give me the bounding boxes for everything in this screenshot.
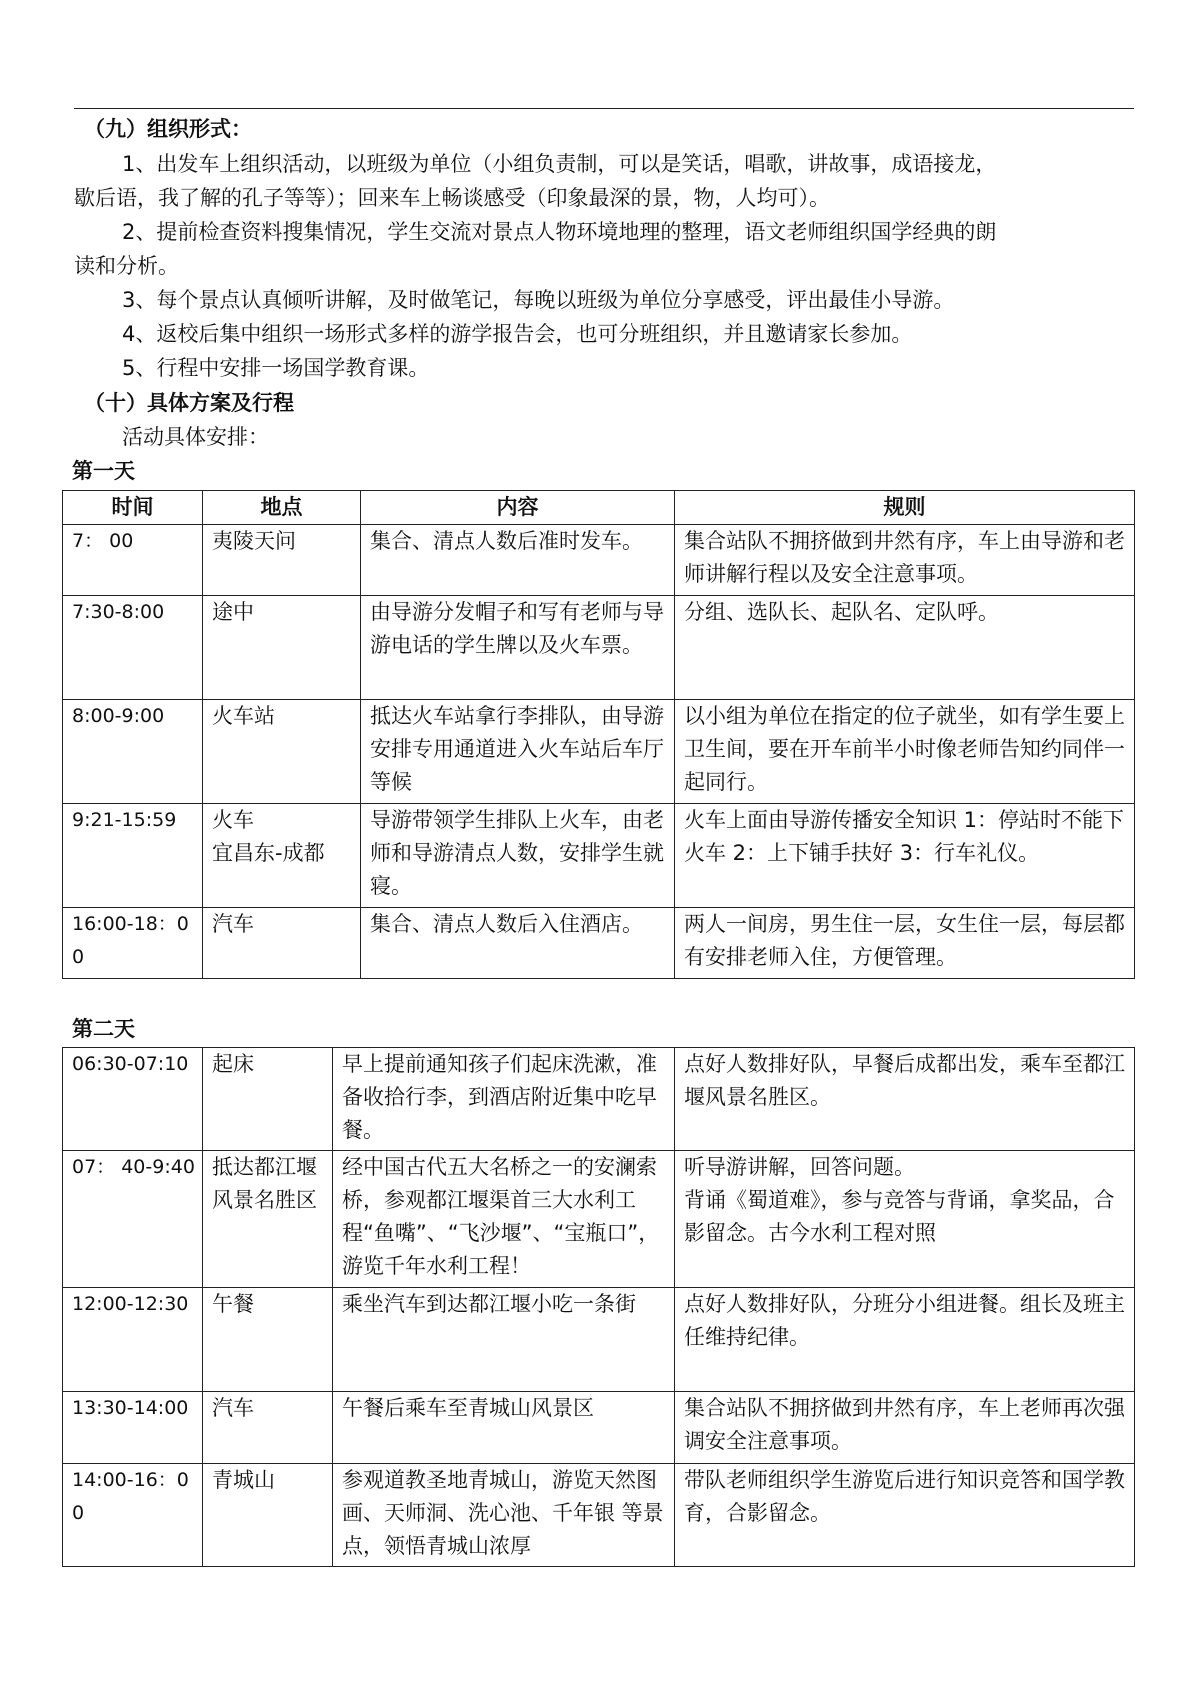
cell-time: 7:30-8:00 <box>63 596 203 700</box>
cell-place: 火车站 <box>203 700 361 804</box>
table-row <box>63 525 1135 596</box>
cell-time: 7： 00 <box>63 525 203 596</box>
cell-content: 参观道教圣地青城山，游览天然图画、天师洞、洗心池、千年银 等景点，领悟青城山浓厚 <box>333 1464 675 1567</box>
cell-rule: 火车上面由导游传播安全知识 1：停站时不能下火车 2：上下铺手扶好 3：行车礼仪。 <box>675 804 1135 908</box>
table-row <box>63 596 1135 700</box>
cell-time: 06:30-07:10 <box>63 1048 203 1151</box>
table-row <box>63 804 1135 908</box>
day1-title: 第一天 <box>72 459 135 483</box>
header-place: 地点 <box>203 491 361 525</box>
cell-time: 9:21-15:59 <box>63 804 203 908</box>
table-row <box>63 1464 1135 1567</box>
cell-place: 青城山 <box>203 1464 333 1567</box>
cell-time: 13:30-14:00 <box>63 1392 203 1464</box>
table-row <box>63 1048 1135 1151</box>
cell-content: 导游带领学生排队上火车，由老师和导游清点人数，安排学生就寝。 <box>361 804 675 908</box>
section9-item: 读和分析。 <box>74 254 179 278</box>
cell-content: 由导游分发帽子和写有老师与导游电话的学生牌以及火车票。 <box>361 596 675 700</box>
cell-place: 火车 宜昌东-成都 <box>203 804 361 908</box>
cell-place: 汽车 <box>203 1392 333 1464</box>
cell-place: 起床 <box>203 1048 333 1151</box>
cell-place: 汽车 <box>203 908 361 979</box>
table-row <box>63 908 1135 979</box>
cell-content: 集合、清点人数后入住酒店。 <box>361 908 675 979</box>
section9-item: 3、每个景点认真倾听讲解，及时做笔记，每晚以班级为单位分享感受，评出最佳小导游。 <box>122 288 955 312</box>
section9-item: 5、行程中安排一场国学教育课。 <box>122 356 430 380</box>
cell-rule: 点好人数排好队，早餐后成都出发，乘车至都江堰风景名胜区。 <box>675 1048 1135 1151</box>
day1-table <box>62 490 1135 979</box>
cell-place: 抵达都江堰风景名胜区 <box>203 1151 333 1288</box>
cell-place: 夷陵天问 <box>203 525 361 596</box>
cell-rule: 听导游讲解，回答问题。 背诵《蜀道难》，参与竞答与背诵，拿奖品，合影留念。古今水利工程对照 <box>675 1151 1135 1288</box>
cell-content: 集合、清点人数后准时发车。 <box>361 525 675 596</box>
cell-rule: 分组、选队长、起队名、定队呼。 <box>675 596 1135 700</box>
header-rule <box>74 108 1134 109</box>
cell-time: 16:00-18：00 <box>63 908 203 979</box>
cell-time: 14:00-16：00 <box>63 1464 203 1567</box>
section9-item: 歇后语，我了解的孔子等等）；回来车上畅谈感受（印象最深的景，物，人均可）。 <box>74 186 830 210</box>
cell-time: 07： 40-9:40 <box>63 1151 203 1288</box>
cell-time: 12:00-12:30 <box>63 1288 203 1392</box>
section9-heading: （九）组织形式： <box>84 117 252 141</box>
cell-content: 乘坐汽车到达都江堰小吃一条街 <box>333 1288 675 1392</box>
section9-item: 2、提前检查资料搜集情况，学生交流对景点人物环境地理的整理，语文老师组织国学经典的朗 <box>122 220 997 244</box>
section9-item: 4、返校后集中组织一场形式多样的游学报告会，也可分班组织，并且邀请家长参加。 <box>122 322 913 346</box>
table-header-row <box>63 491 1135 525</box>
cell-rule: 点好人数排好队，分班分小组进餐。组长及班主任维持纪律。 <box>675 1288 1135 1392</box>
section9-item: 1、出发车上组织活动，以班级为单位（小组负责制，可以是笑话，唱歌，讲故事，成语接龙， <box>122 152 997 176</box>
day2-title: 第二天 <box>72 1017 135 1041</box>
table-row <box>63 1288 1135 1392</box>
cell-content: 午餐后乘车至青城山风景区 <box>333 1392 675 1464</box>
table-row <box>63 700 1135 804</box>
cell-rule: 带队老师组织学生游览后进行知识竞答和国学教育，合影留念。 <box>675 1464 1135 1567</box>
cell-rule: 集合站队不拥挤做到井然有序，车上老师再次强调安全注意事项。 <box>675 1392 1135 1464</box>
table-row <box>63 1151 1135 1288</box>
header-content: 内容 <box>361 491 675 525</box>
table-row <box>63 1392 1135 1464</box>
header-time: 时间 <box>63 491 203 525</box>
section10-intro: 活动具体安排： <box>122 425 269 449</box>
cell-rule: 以小组为单位在指定的位子就坐，如有学生要上卫生间，要在开车前半小时像老师告知约同伴一起同行。 <box>675 700 1135 804</box>
cell-content: 抵达火车站拿行李排队，由导游安排专用通道进入火车站后车厅等候 <box>361 700 675 804</box>
cell-time: 8:00-9:00 <box>63 700 203 804</box>
cell-content: 经中国古代五大名桥之一的安澜索桥，参观都江堰渠首三大水利工程“鱼嘴”、“飞沙堰”、“宝瓶口”，游览千年水利工程！ <box>333 1151 675 1288</box>
section10-heading: （十）具体方案及行程 <box>84 391 294 415</box>
cell-place: 午餐 <box>203 1288 333 1392</box>
day2-table <box>62 1047 1135 1567</box>
cell-content: 早上提前通知孩子们起床洗漱，准备收拾行李，到酒店附近集中吃早餐。 <box>333 1048 675 1151</box>
cell-rule: 集合站队不拥挤做到井然有序，车上由导游和老师讲解行程以及安全注意事项。 <box>675 525 1135 596</box>
cell-place: 途中 <box>203 596 361 700</box>
cell-rule: 两人一间房，男生住一层，女生住一层，每层都有安排老师入住，方便管理。 <box>675 908 1135 979</box>
header-rule: 规则 <box>675 491 1135 525</box>
